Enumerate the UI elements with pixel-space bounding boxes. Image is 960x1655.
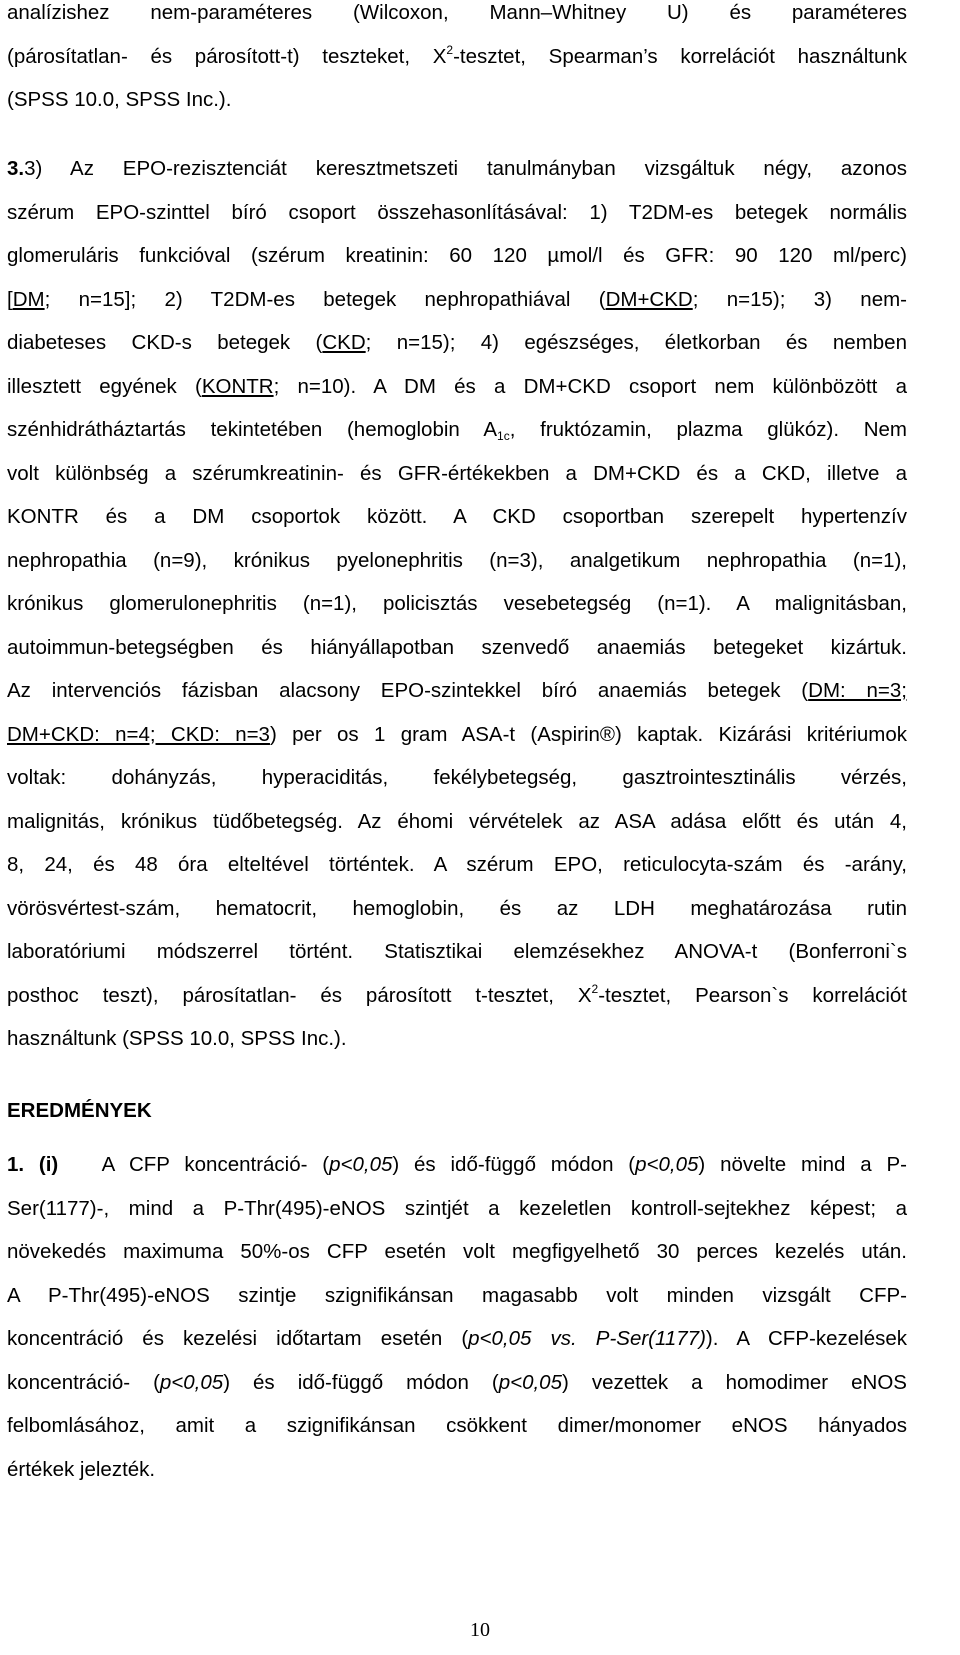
text-line: [DM; n=15]; 2) T2DM-es betegek nephropathiával (DM+CKD; n=15); 3) nem-: [7, 287, 907, 311]
text-line: malignitás, krónikus tüdőbetegség. Az éhomi vérvételek az ASA adása előtt és után 4,: [7, 809, 907, 833]
text-line: szénhidrátháztartás tekintetében (hemoglobin $A_{1c}$, fruktózamin, plazma glükóz). Nem: [7, 418, 907, 443]
text-line: vörösvértest-szám, hematocrit, hemoglobin, és az LDH meghatározása rutin: [7, 896, 907, 920]
text-line: volt különbség a szérumkreatinin- és GFR-értékekben a DM+CKD és a CKD, illetve a: [7, 461, 907, 485]
text-line: 8, 24, és 48 óra elteltével történtek. A szérum EPO, reticulocyta-szám és -arány,: [7, 853, 907, 876]
text-line: felbomlásához, amit a szignifikánsan csökkent dimer/monomer eNOS hányados: [7, 1414, 907, 1437]
text-line: használtunk (SPSS 10.0, SPSS Inc.).: [7, 1027, 347, 1050]
text-line: analízishez nem-paraméteres (Wilcoxon, Mann–Whitney U) és paraméteres: [7, 1, 907, 24]
text-line: koncentráció és kezelési időtartam esetén (p<0,05 vs. P-Ser(1177)). A CFP-kezelések: [7, 1327, 907, 1350]
methods-paragraph-continued: [7, 0, 907, 131]
text-line: krónikus glomerulonephritis (n=1), policisztás vesebetegség (n=1). A malignitásban,: [7, 592, 907, 615]
text-line: Az intervenciós fázisban alacsony EPO-szintekkel bíró anaemiás betegek (DM: n=3;: [7, 679, 907, 702]
text-line: KONTR és a DM csoportok között. A CKD csoportban szerepelt hypertenzív: [7, 505, 907, 528]
text-line: voltak: dohányzás, hyperaciditás, fekélybetegség, gasztrointesztinális vérzés,: [7, 766, 907, 789]
text-line: értékek jelezték.: [7, 1457, 156, 1481]
page-number: 10: [470, 1619, 490, 1641]
text-line: laboratóriumi módszerrel történt. Statisztikai elemzésekhez ANOVA-t (Bonferroni`s: [7, 940, 907, 963]
text-line: nephropathia (n=9), krónikus pyelonephritis (n=3), analgetikum nephropathia (n=1),: [7, 548, 907, 572]
text-line: DM+CKD: n=4; CKD: n=3) per os 1 gram ASA-t (Aspirin®) kaptak. Kizárási kritériumok: [7, 722, 907, 746]
methods-paragraph-epo: [7, 156, 907, 1070]
text-line: növekedés maximuma 50%-os CFP esetén volt megfigyelhető 30 perces kezelés után.: [7, 1240, 907, 1263]
text-line: 1. (i) A CFP koncentráció- (p<0,05) és idő-függő módon (p<0,05) növelte mind a P-: [7, 1153, 907, 1176]
text-line: (párosítatlan- és párosított-t) teszteket, $X^2$-tesztet, Spearman’s korrelációt használtunk: [7, 42, 907, 68]
text-line: diabeteses CKD-s betegek (CKD; n=15); 4) egészséges, életkorban és nemben: [7, 331, 907, 354]
text-line: koncentráció- (p<0,05) és idő-függő módon (p<0,05) vezettek a homodimer eNOS: [7, 1370, 907, 1394]
text-line: Ser(1177)-, mind a P-Thr(495)-eNOS szintjét a kezeletlen kontroll-sejtekhez képest; a: [7, 1196, 907, 1220]
text-line: autoimmun-betegségben és hiányállapotban szenvedő anaemiás betegeket kizártuk.: [7, 635, 907, 659]
section-heading: EREDMÉNYEK: [7, 1099, 152, 1122]
text-line: (SPSS 10.0, SPSS Inc.).: [7, 88, 232, 111]
text-line: glomeruláris funkcióval (szérum kreatinin: 60 120 µmol/l és GFR: 90 120 ml/perc): [7, 244, 907, 267]
text-line: szérum EPO-szinttel bíró csoport összehasonlításával: 1) T2DM-es betegek normális: [7, 200, 907, 224]
text-line: illesztett egyének (KONTR; n=10). A DM és a DM+CKD csoport nem különbözött a: [7, 374, 907, 398]
text-line: posthoc teszt), párosítatlan- és párosított t-tesztet, $X^2$-tesztet, Pearson`s korrelációt: [7, 981, 907, 1007]
text-line: 3.3) Az EPO-rezisztenciát keresztmetszeti tanulmányban vizsgáltuk négy, azonos: [7, 157, 907, 180]
results-paragraph: [7, 1152, 907, 1500]
text-line: A P-Thr(495)-eNOS szintje szignifikánsan magasabb volt minden vizsgált CFP-: [7, 1283, 907, 1307]
